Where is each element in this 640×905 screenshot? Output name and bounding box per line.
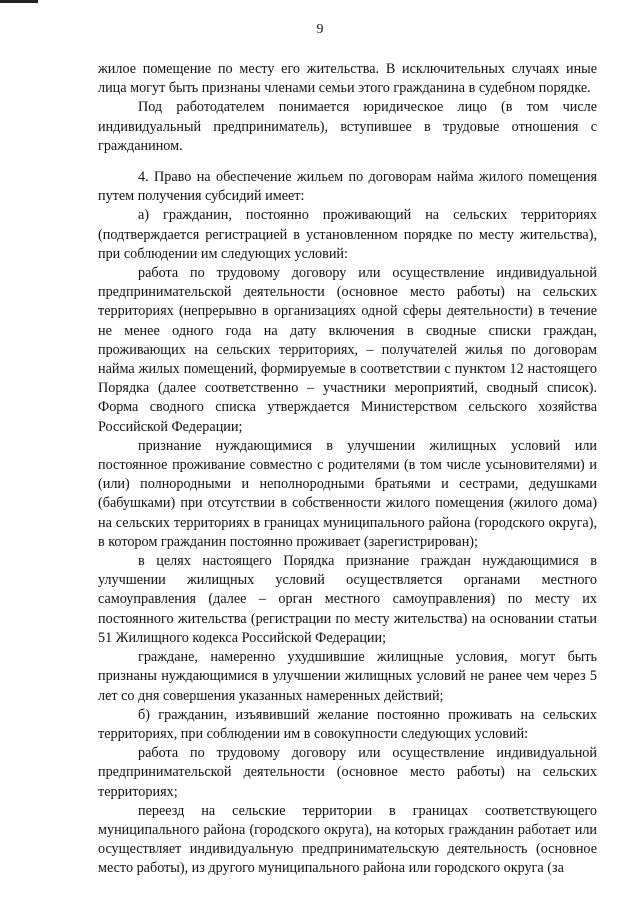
scan-edge-mark bbox=[0, 0, 38, 3]
paragraph-relocation: переезд на сельские территории в границах соответствующего муниципального района (городского округа), на которых гражданин работает или осуществляет индивидуальную предпринимательскую деятельность (основное место работы), из другого муниципального района или городского округа (за bbox=[98, 802, 597, 877]
paragraph-item-4: 4. Право на обеспечение жильем по договорам найма жилого помещения путем получения субсидий имеет: bbox=[98, 169, 597, 205]
paragraph-need-recognition: признание нуждающимися в улучшении жилищных условий или постоянное проживание совместно с родителями (в том числе усыновителями) и (или) полнородными и неполнородными братьями и сестрами, дедушками (бабушками) при отсутствии в собственности жилого помещения (жилого дома) на сельских территориях в границах муниципального района (городского округа), в котором гражданин постоянно проживает (зарегистрирован); bbox=[98, 437, 597, 550]
paragraph-local-authority: в целях настоящего Порядка признание граждан нуждающимися в улучшении жилищных условий осуществляется органами местного самоуправления (далее – орган местного самоуправления) по месту их постоянного жительства (регистрации по месту жительства) на основании статьи 51 Жилищного кодекса Российской Федерации; bbox=[98, 553, 597, 646]
paragraph-worsened-conditions: граждане, намеренно ухудшившие жилищные условия, могут быть признаны нуждающимися в улучшении жилищных условий не ранее чем через 5 лет со дня совершения указанных намеренных действий; bbox=[98, 649, 597, 704]
paragraph-work-condition: работа по трудовому договору или осуществление индивидуальной предпринимательской деятельности (основное место работы) на сельских территориях (непрерывно в организациях одной сферы деятельности) в течение не менее одного года на дату включения в сводные списки граждан, проживающих на сельских территориях, – получателей жилья по договорам найма жилых помещений, формируемые в соответствии с пунктом 12 настоящего Порядка (далее соответственно – участники мероприятий, сводный список). Форма сводного списка утверждается Министерством сельского хозяйства Российской Федерации; bbox=[98, 265, 597, 435]
document-body bbox=[98, 60, 597, 879]
paragraph-subitem-a: а) гражданин, постоянно проживающий на сельских территориях (подтверждается регистрацией в установленном порядке по месту жительства), при соблюдении им следующих условий: bbox=[98, 207, 597, 262]
paragraph-employer-definition: Под работодателем понимается юридическое лицо (в том числе индивидуальный предприниматель), вступившее в трудовые отношения с гражданином. bbox=[98, 99, 597, 154]
paragraph-continuation: жилое помещение по месту его жительства. В исключительных случаях иные лица могут быть признаны членами семьи этого гражданина в судебном порядке. bbox=[98, 61, 597, 97]
paragraph-work-rural: работа по трудовому договору или осуществление индивидуальной предпринимательской деятельности (основное место работы) на сельских территориях; bbox=[98, 745, 597, 800]
paragraph-subitem-b: б) гражданин, изъявивший желание постоянно проживать на сельских территориях, при соблюдении им в совокупности следующих условий: bbox=[98, 706, 597, 742]
page-number: 9 bbox=[316, 22, 324, 37]
